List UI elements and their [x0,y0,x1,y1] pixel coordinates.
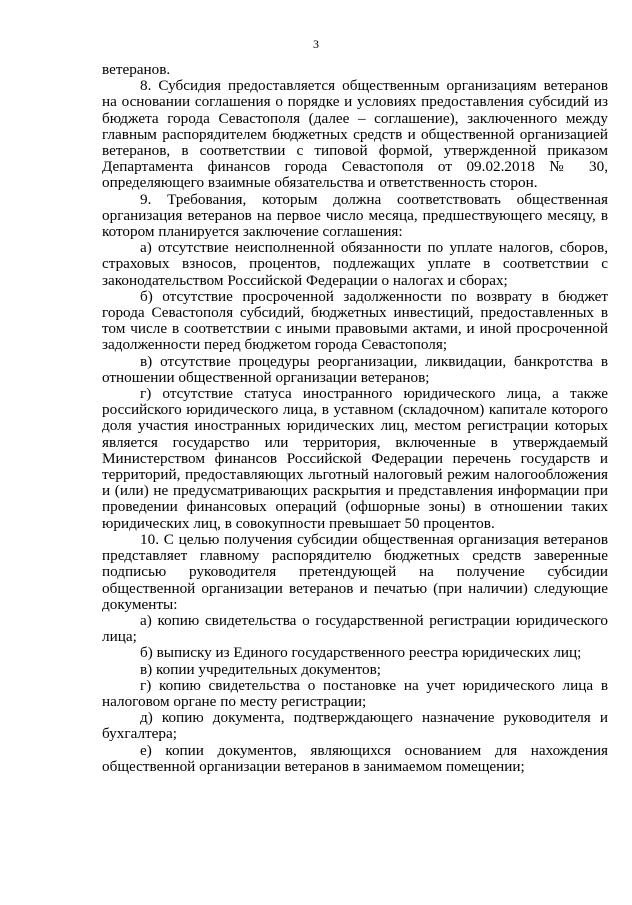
document-body [102,62,608,775]
paragraph-item-10b: б) выписку из Единого государственного реестра юридических лиц; [140,644,582,662]
paragraph-item-9b: б) отсутствие просроченной задолженности по возврату в бюджет города Севастополя субсидий, бюджетных инвестиций, предоставленных в том числе в соответствии с иными правовыми актами, и иной просроченной задолженности перед бюджетом города Севастополя; [102,287,608,354]
page-number: 3 [313,37,319,51]
paragraph-item-8: 8. Субсидия предоставляется общественным организациям ветеранов на основании соглашения о порядке и условиях предоставления субсидий из бюджета города Севастополя (далее – соглашение), заключенного между главным распорядителем бюджетных средств и общественной организацией ветеранов, в соответствии с типовой формой, утвержденной приказом Департамента финансов города Севастополя от 09.02.2018 № 30, определяющего взаимные обязательства и ответственность сторон. [102,77,608,192]
paragraph-continuation: ветеранов. [102,61,171,78]
paragraph-item-10v: в) копии учредительных документов; [140,660,382,678]
paragraph-item-9: 9. Требования, которым должна соответствовать общественная организация ветеранов на первое число месяца, предшествующего месяцу, в котором планируется заключение соглашения: [102,190,608,241]
paragraph-item-10d: д) копию документа, подтверждающего назначение руководителя и бухгалтера; [102,709,608,743]
paragraph-item-9v: в) отсутствие процедуры реорганизации, ликвидации, банкротства в отношении общественной организации ветеранов; [102,352,608,386]
paragraph-item-10: 10. С целью получения субсидии общественная организация ветеранов представляет главному распорядителю бюджетных средств заверенные подписью руководителя претендующей на получение субсидии общественной организации ветеранов и печатью (при наличии) следующие документы: [102,530,608,613]
paragraph-item-10e: е) копии документов, являющихся основанием для нахождения общественной организации ветеранов в занимаемом помещении; [102,741,608,775]
paragraph-item-9a: а) отсутствие неисполненной обязанности по уплате налогов, сборов, страховых взносов, процентов, подлежащих уплате в соответствии с законодательством Российской Федерации о налогах и сборах; [102,239,608,289]
paragraph-item-10a: а) копию свидетельства о государственной регистрации юридического лица; [102,611,608,646]
paragraph-item-10g: г) копию свидетельства о постановке на учет юридического лица в налоговом органе по месту регистрации; [102,676,608,710]
paragraph-item-9g: г) отсутствие статуса иностранного юридического лица, а также российского юридического лица, в уставном (складочном) капитале которого доля участия иностранных юридических лиц, местом регистрации которых является государство или территория, включенные в утверждаемый Министерством финансов Российской Федерации перечень государств и территорий, предоставляющих льготный налоговый режим налогообложения и (или) не предусматривающих раскрытия и представления информации при проведении финансовых операций (офшорные зоны) в отношении таких юридических лиц, в совокупности превышает 50 процентов. [102,385,608,532]
